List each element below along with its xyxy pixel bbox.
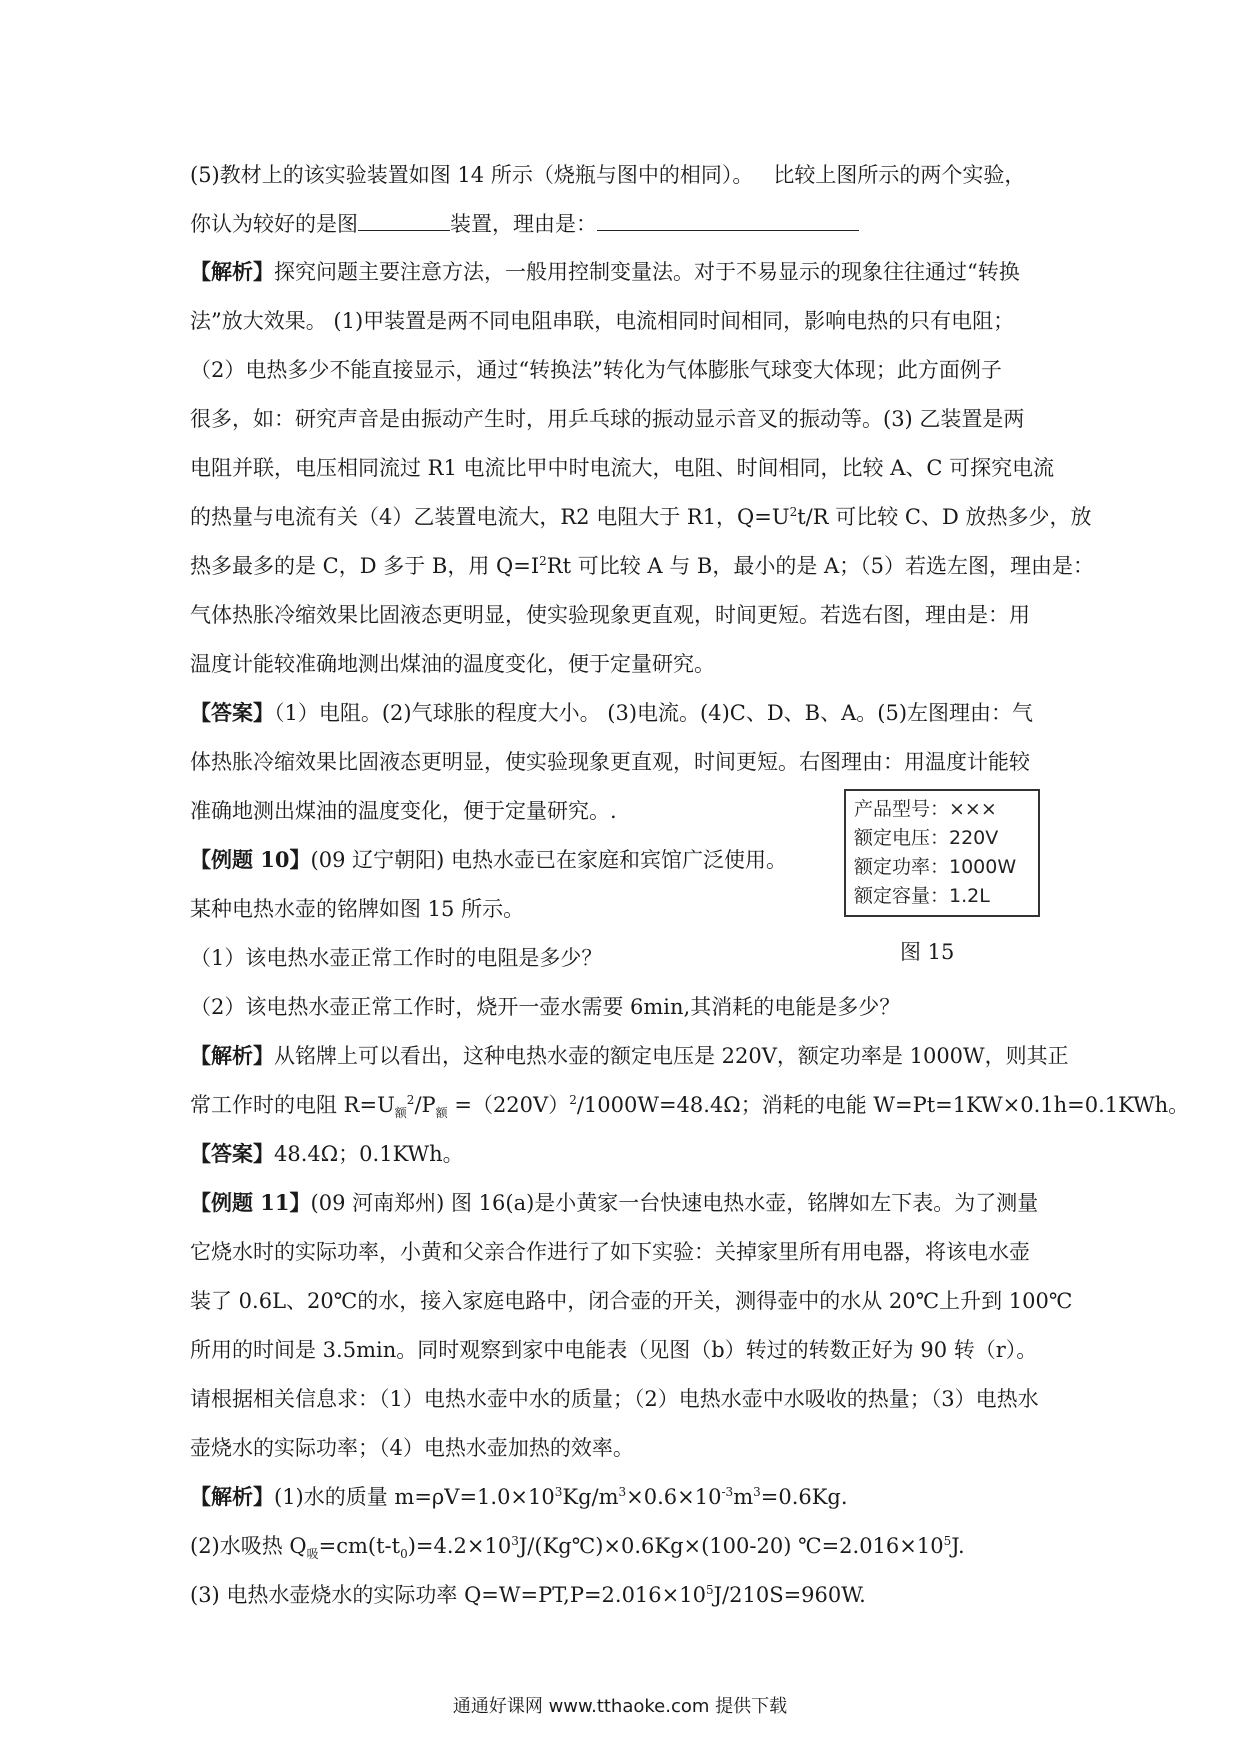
analysis-2-text: 从铭牌上可以看出，这种电热水壶的额定电压是 220V，额定功率是 1000W，则其正: [274, 1044, 1069, 1068]
analysis-1-l6-sup: 2: [789, 505, 798, 519]
analysis-3-l1-a: (1)水的质量 m=ρV=1.0×10: [274, 1485, 555, 1509]
analysis-1-line-9: 温度计能较准确地测出煤油的温度变化，便于定量研究。: [190, 652, 715, 676]
example-10-text: (09 辽宁朝阳) 电热水壶已在家庭和宾馆广泛使用。: [310, 848, 788, 872]
analysis-3-l1-sup2: 3: [618, 1485, 627, 1499]
analysis-2-l2-sub2: 额: [435, 1106, 448, 1121]
analysis-1-l7-a: 热多最多的是 C，D 多于 B，用 Q=I: [190, 554, 540, 578]
q5-line-1: (5)教材上的该实验装置如图 14 所示（烧瓶与图中的相同）。 比较上图所示的两个实验，: [190, 163, 1026, 187]
example-10-question-1: （1）该电热水壶正常工作时的电阻是多少？: [190, 946, 603, 970]
analysis-3-l1-b: Kg/m: [562, 1485, 619, 1509]
nameplate-capacity: 额定容量：1.2L: [854, 885, 990, 907]
example-11-line-6: 壶烧水的实际功率；（4）电热水壶加热的效率。: [190, 1436, 634, 1460]
figure-15-caption: 图 15: [900, 940, 955, 964]
analysis-3-l2-sub2: 0: [400, 1547, 408, 1562]
analysis-2-l2-sup1: 2: [406, 1093, 415, 1107]
analysis-3-l1-sup3: -3: [721, 1485, 734, 1499]
answer-tag: 【答案】: [190, 700, 274, 725]
analysis-tag: 【解析】: [190, 259, 274, 284]
example-10-line-1: [190, 845, 787, 875]
analysis-1-l7-sup: 2: [539, 554, 547, 568]
analysis-3-l2-a: (2)水吸热 Q: [190, 1534, 307, 1558]
analysis-1-line-8: 气体热胀冷缩效果比固液态更明显，使实验现象更直观，时间更短。若选右图，理由是：用: [190, 603, 1030, 627]
analysis-3-l2-sub1: 吸: [306, 1547, 319, 1562]
example-11-line-1: [190, 1188, 1038, 1218]
example-11-line-4: 所用的时间是 3.5min。同时观察到家中电能表（见图（b）转过的转数正好为 90 转（r）。: [190, 1338, 1038, 1362]
answer-1-line-2: 体热胀冷缩效果比固液态更明显，使实验现象更直观，时间更短。右图理由：用温度计能较: [190, 750, 1030, 774]
nameplate-power: 额定功率：1000W: [854, 856, 1017, 878]
q5-line-2-middle: 装置，理由是：: [450, 212, 597, 236]
example-11-line-2: 它烧水时的实际功率，小黄和父亲合作进行了如下实验：关掉家里所有用电器，将该电水壶: [190, 1240, 1030, 1264]
analysis-2-line-1: [190, 1041, 1069, 1071]
answer-1-line-1: [190, 698, 1033, 728]
q5-line-2-prefix: 你认为较好的是图: [190, 212, 358, 236]
analysis-3-line-1: [190, 1482, 848, 1512]
answer-2-tag: 【答案】: [190, 1141, 274, 1166]
analysis-1-line-7: [190, 551, 1094, 581]
analysis-3-l2-c: )=4.2×10: [407, 1534, 512, 1558]
analysis-3-l1-c: ×0.6×10: [626, 1485, 722, 1509]
analysis-1-line-6: [190, 502, 1091, 532]
analysis-3-l1-d: m: [733, 1485, 754, 1509]
analysis-1-text: 探究问题主要注意方法，一般用控制变量法。对于不易显示的现象往往通过“转换: [274, 260, 1020, 284]
analysis-2-l2-sup2: 2: [569, 1093, 577, 1107]
analysis-2-tag: 【解析】: [190, 1043, 274, 1068]
example-10-question-2: （2）该电热水壶正常工作时，烧开一壶水需要 6min,其消耗的电能是多少？: [190, 995, 901, 1019]
example-10-tag: 【例题 10】: [190, 847, 311, 872]
answer-1-line-3: 准确地测出煤油的温度变化，便于定量研究。.: [190, 799, 617, 823]
q5-line-2: [190, 208, 859, 239]
answer-blank-reason: [597, 208, 859, 231]
analysis-3-line-2: [190, 1531, 965, 1561]
example-11-line-3: 装了 0.6L、20℃的水，接入家庭电路中，闭合壶的开关，测得壶中的水从 20℃上升到 100℃: [190, 1289, 1073, 1313]
page-footer: 通通好课网 www.tthaoke.com 提供下载: [452, 1696, 788, 1717]
analysis-3-line-3: [190, 1580, 866, 1610]
analysis-1-l7-b: Rt 可比较 A 与 B，最小的是 A；（5）若选左图，理由是：: [546, 554, 1095, 578]
example-11-tag: 【例题 11】: [190, 1190, 311, 1215]
answer-2-text: 48.4Ω；0.1KWh。: [274, 1142, 464, 1166]
analysis-2-l2-a: 常工作时的电阻 R=U: [190, 1093, 395, 1117]
analysis-1-line-5: 电阻并联，电压相同流过 R1 电流比甲中时电流大，电阻、时间相同，比较 A、C 可探究电流: [190, 456, 1055, 480]
analysis-3-l1-e: =0.6Kg.: [760, 1485, 848, 1509]
analysis-3-l2-sup2: 5: [943, 1534, 952, 1548]
analysis-3-l1-sup1: 3: [554, 1485, 563, 1499]
analysis-3-l3-b: J/210S=960W.: [713, 1583, 866, 1607]
analysis-3-tag: 【解析】: [190, 1484, 274, 1509]
answer-blank-figure: [358, 208, 450, 231]
analysis-1-l6-b: t/R 可比较 C、D 放热多少，放: [797, 505, 1092, 529]
analysis-1-line-4: 很多，如：研究声音是由振动产生时，用乒乓球的振动显示音叉的振动等。(3) 乙装置是两: [190, 407, 1025, 431]
analysis-3-l1-sup4: 3: [753, 1485, 761, 1499]
example-10-line-2: 某种电热水壶的铭牌如图 15 所示。: [190, 897, 525, 921]
answer-2-line: [190, 1139, 464, 1169]
analysis-2-l2-sub1: 额: [394, 1106, 407, 1121]
analysis-2-line-2: [190, 1090, 1189, 1120]
nameplate-voltage: 额定电压：220V: [854, 827, 999, 849]
analysis-1-line-1: [190, 257, 1020, 287]
analysis-1-line-2: 法”放大效果。 (1)甲装置是两不同电阻串联，电流相同时间相同，影响电热的只有电阻；: [190, 309, 1015, 333]
example-11-line-5: 请根据相关信息求：（1）电热水壶中水的质量；（2）电热水壶中水吸收的热量；（3）电热水: [190, 1387, 1039, 1411]
analysis-3-l2-d: J/(Kg℃)×0.6Kg×(100-20) ℃=2.016×10: [518, 1534, 944, 1558]
nameplate-model: 产品型号：×××: [854, 798, 997, 820]
analysis-3-l3-sup: 5: [705, 1583, 714, 1597]
analysis-2-l2-b: /P: [414, 1093, 436, 1117]
nameplate-figure-15: [844, 789, 1040, 917]
answer-1-text: （1）电阻。(2)气球胀的程度大小。 (3)电流。(4)C、D、B、A。(5)左图理由：气: [274, 701, 1034, 725]
analysis-3-l2-b: =cm(t-t: [318, 1534, 401, 1558]
analysis-3-l3-a: (3) 电热水壶烧水的实际功率 Q=W=PT,P=2.016×10: [190, 1583, 706, 1607]
example-11-text: (09 河南郑州) 图 16(a)是小黄家一台快速电热水壶，铭牌如左下表。为了测量: [310, 1191, 1039, 1215]
analysis-2-l2-d: /1000W=48.4Ω；消耗的电能 W=Pt=1KW×0.1h=0.1KWh。: [576, 1093, 1190, 1117]
analysis-1-l6-a: 的热量与电流有关（4）乙装置电流大，R2 电阻大于 R1，Q=U: [190, 505, 790, 529]
analysis-1-line-3: （2）电热多少不能直接显示，通过“转换法”转化为气体膨胀气球变大体现；此方面例子: [190, 358, 1002, 382]
analysis-3-l2-e: J.: [951, 1534, 965, 1558]
analysis-2-l2-c: =（220V）: [447, 1093, 570, 1117]
analysis-3-l2-sup1: 3: [511, 1534, 519, 1548]
